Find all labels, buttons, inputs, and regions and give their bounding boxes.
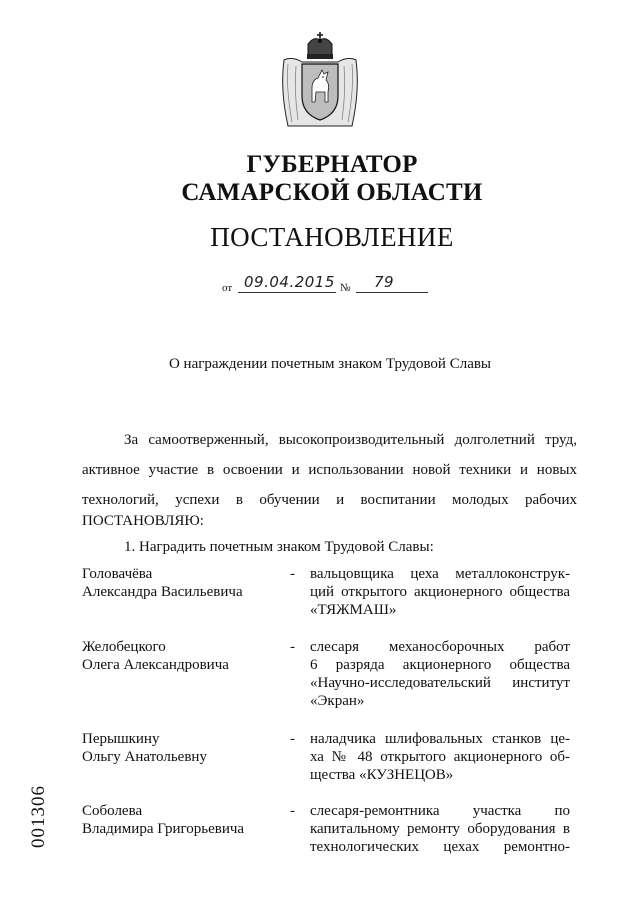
- awardee-position: слесаря-ремонтника участка по капитальному ремонту оборудования в технологических цехах ремонтно-: [310, 803, 570, 855]
- awardee-position: слесаря механосборочных работ 6 разряда акционерного общества «Научно-исследовательский институт «Экран»: [310, 639, 570, 709]
- awardee-dash: -: [290, 731, 295, 747]
- margin-serial-number: 001306: [28, 785, 49, 848]
- governor-title: ГУБЕРНАТОР: [246, 151, 418, 178]
- date-number-line: [222, 272, 442, 296]
- region-title: САМАРСКОЙ ОБЛАСТИ: [181, 179, 483, 206]
- awardee-name: Головачёва Александра Васильевича: [82, 566, 243, 600]
- handwritten-number: 79: [374, 273, 395, 291]
- awardee-dash: -: [290, 803, 295, 819]
- handwritten-date: 09.04.2015: [244, 273, 335, 291]
- resolution-word: ПОСТАНОВЛЯЮ:: [82, 513, 204, 529]
- awardee-name: Соболева Владимира Григорьевича: [82, 803, 245, 837]
- awardee-dash: -: [290, 639, 295, 655]
- awardee-position: наладчика шлифовальных станков це- ха № 48 открытого акционерного об- щества «КУЗНЕЦОВ»: [310, 731, 570, 783]
- decree-title: ПОСТАНОВЛЕНИЕ: [210, 222, 454, 252]
- preamble-line-3: технологий, успехи в обучении и воспитании молодых рабочих: [82, 492, 577, 508]
- date-prefix-label: от: [222, 282, 233, 294]
- number-label: №: [340, 282, 351, 294]
- coat-of-arms-emblem: [278, 30, 362, 134]
- awardee-dash: -: [290, 566, 295, 582]
- awardee-name: Желобецкого Олега Александровича: [82, 639, 229, 673]
- decree-subject: О награждении почетным знаком Трудовой Славы: [168, 356, 492, 372]
- preamble-line-1: За самоотверженный, высокопроизводительный долголетний труд,: [124, 432, 577, 448]
- item-1-heading: 1. Наградить почетным знаком Трудовой Славы:: [124, 539, 434, 555]
- awardee-name: Перышкину Ольгу Анатольевну: [82, 731, 207, 765]
- awardee-position: вальцовщика цеха металлоконструк- ций открытого акционерного общества «ТЯЖМАШ»: [310, 566, 570, 618]
- preamble-line-2: активное участие в освоении и использовании новой техники и новых: [82, 462, 577, 478]
